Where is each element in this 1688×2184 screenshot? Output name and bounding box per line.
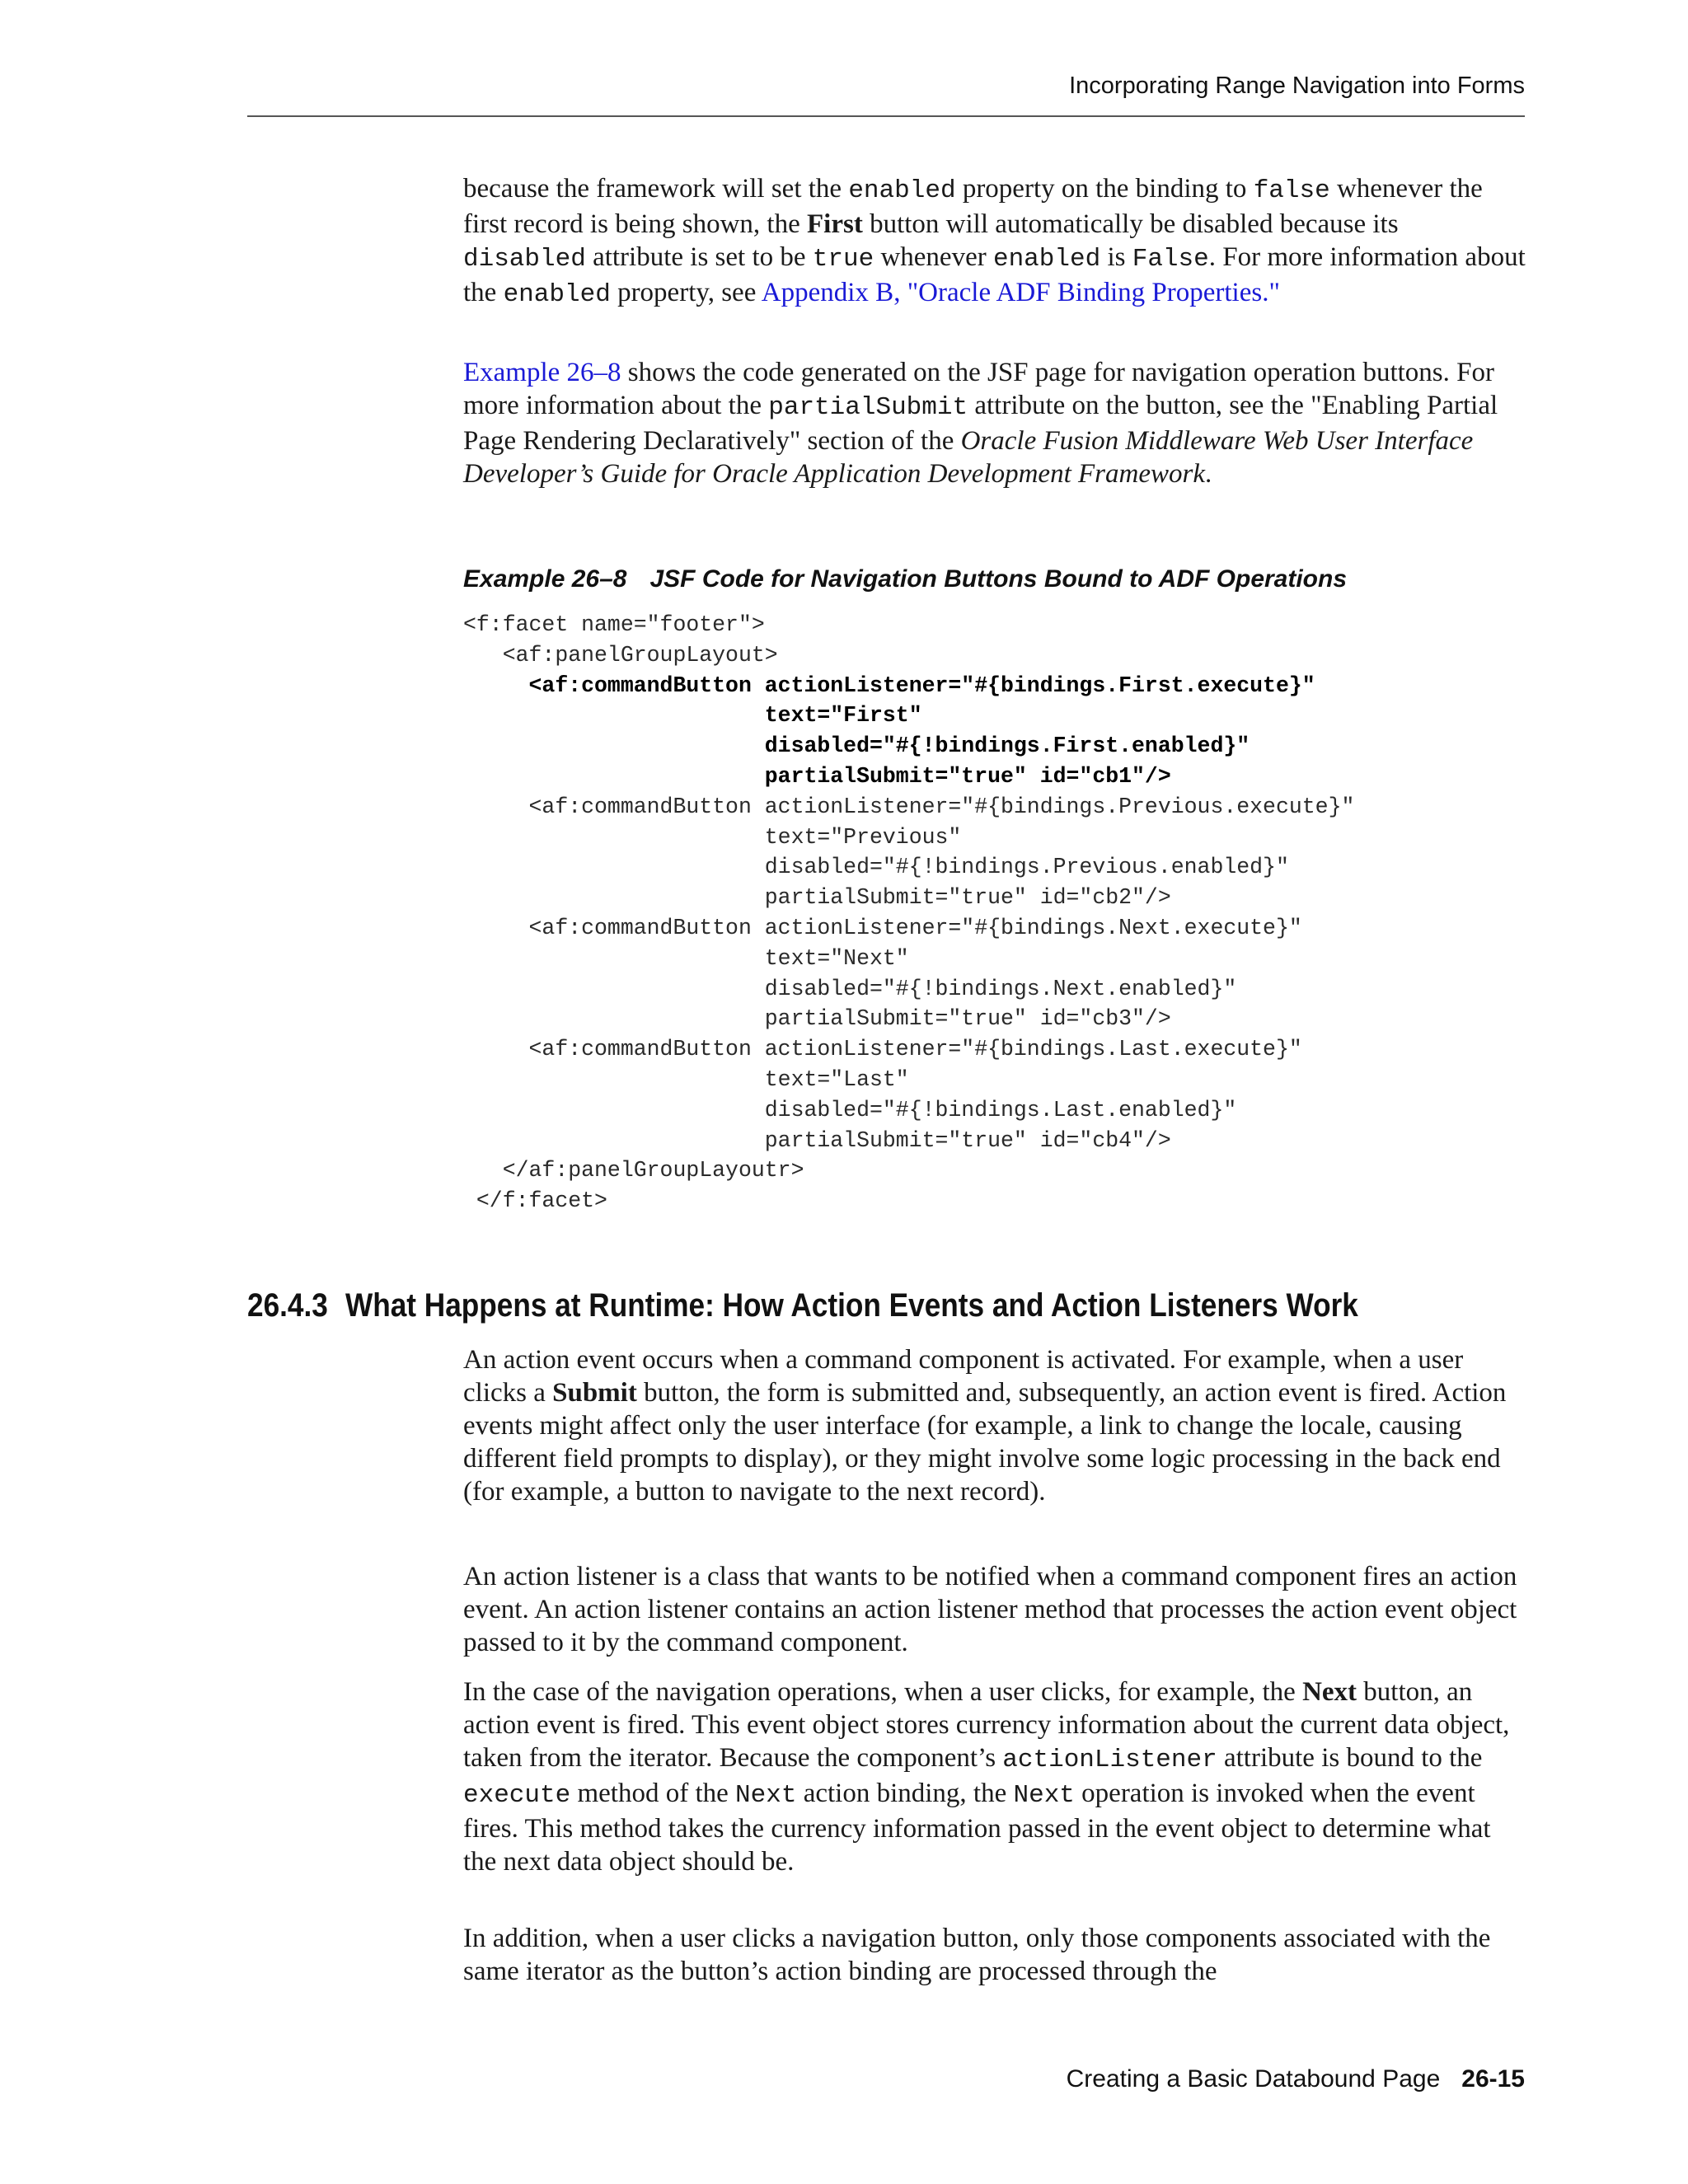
text-run: method of the — [570, 1779, 736, 1808]
section-number: 26.4.3 — [247, 1287, 328, 1324]
running-footer — [247, 2065, 1525, 2093]
footer-chapter-title: Creating a Basic Databound Page — [1066, 2065, 1441, 2093]
ui-term-submit: Submit — [552, 1378, 637, 1408]
intro-paragraph-1 — [463, 172, 1526, 312]
header-rule — [247, 115, 1525, 117]
section-heading — [247, 1287, 1358, 1324]
section-paragraph-1 — [463, 1343, 1526, 1508]
text-run: whenever the first record is being shown, the — [463, 174, 1483, 239]
section-title: What Happens at Runtime: How Action Events and Action Listeners Work — [345, 1287, 1358, 1324]
code-term: execute — [463, 1781, 571, 1810]
code-line: disabled="#{!bindings.Last.enabled}" — [463, 1097, 1237, 1122]
code-line: </af:panelGroupLayoutr> — [463, 1158, 804, 1183]
text-run: attribute on the button, see the "Enabling Partial Page Rendering Declaratively" section of the — [463, 391, 1498, 456]
section-paragraph-4: In addition, when a user clicks a navigation button, only those components associated with the same iterator as the button’s action binding are processed through the — [463, 1924, 1491, 1986]
text-run: whenever — [874, 242, 993, 272]
code-line: disabled="#{!bindings.Previous.enabled}" — [463, 855, 1289, 880]
text-run: property, see — [610, 278, 762, 307]
code-line: </f:facet> — [463, 1188, 607, 1214]
code-term: true — [812, 245, 874, 274]
code-line: text="Last" — [463, 1066, 909, 1092]
text-run: attribute is bound to the — [1217, 1743, 1483, 1773]
book-title: Oracle Fusion Middleware Web User Interface Developer’s Guide for Oracle Application Development Framework — [463, 426, 1474, 489]
text-run: An action event occurs when a command component is activated. For example, when a user clicks a — [463, 1345, 1464, 1408]
intro-paragraph-2 — [463, 356, 1526, 490]
code-line: <af:commandButton actionListener="#{bindings.Previous.execute}" — [463, 794, 1355, 819]
text-run: . For more information about the — [463, 242, 1526, 307]
code-term: enabled — [992, 245, 1101, 274]
code-block — [463, 610, 1354, 1216]
code-line: <af:commandButton actionListener="#{bindings.Last.execute}" — [463, 1037, 1302, 1062]
text-run: action binding, the — [796, 1779, 1014, 1808]
code-term: disabled — [463, 245, 586, 274]
code-term: partialSubmit — [768, 393, 968, 422]
code-term: enabled — [848, 176, 956, 205]
text-run: operation is invoked when the event fires. This method takes the currency information passed in the event object to determine what the next data object should be. — [463, 1779, 1491, 1877]
running-header: Incorporating Range Navigation into Forms — [1069, 73, 1525, 99]
code-term: enabled — [503, 280, 611, 309]
code-line: text="Next" — [463, 945, 909, 971]
text-run: because the framework will set the — [463, 174, 849, 204]
code-line: text="First" — [463, 703, 922, 729]
example-label: Example 26–8 — [463, 565, 627, 593]
code-term: actionListener — [1002, 1746, 1217, 1774]
ui-term-first: First — [807, 209, 863, 239]
code-line: disabled="#{!bindings.First.enabled}" — [463, 733, 1250, 759]
section-paragraph-2: An action listener is a class that wants to be notified when a command component fires an action event. An action listener contains an action listener method that processes the action event object passed to it by the command component. — [463, 1562, 1517, 1657]
code-term: Next — [735, 1781, 797, 1810]
code-line: <af:panelGroupLayout> — [463, 642, 778, 668]
text-run: . — [1204, 459, 1212, 489]
text-run: button, an action event is fired. This event object stores currency information about the current data object, taken from the iterator. Because the component’s — [463, 1677, 1510, 1773]
code-term: false — [1253, 176, 1330, 205]
code-term: Next — [1013, 1781, 1075, 1810]
example-title — [463, 565, 1347, 593]
code-line: partialSubmit="true" id="cb2"/> — [463, 885, 1171, 911]
section-paragraph-3 — [463, 1675, 1526, 1878]
code-line: partialSubmit="true" id="cb3"/> — [463, 1006, 1171, 1032]
ui-term-next: Next — [1302, 1677, 1357, 1707]
code-term: False — [1132, 245, 1209, 274]
text-run: In the case of the navigation operations, when a user clicks, for example, the — [463, 1677, 1303, 1707]
code-line: <af:commandButton actionListener="#{bindings.Next.execute}" — [463, 915, 1302, 940]
code-line: <af:commandButton actionListener="#{bindings.First.execute}" — [463, 673, 1315, 698]
text-run: button will automatically be disabled because its — [862, 209, 1399, 239]
example-26-8-link[interactable]: Example 26–8 — [463, 358, 621, 387]
code-line: <f:facet name="footer"> — [463, 612, 765, 637]
page-number: 26-15 — [1461, 2065, 1525, 2093]
code-line: partialSubmit="true" id="cb4"/> — [463, 1127, 1171, 1153]
code-line: text="Previous" — [463, 824, 962, 850]
code-line: partialSubmit="true" id="cb1"/> — [463, 763, 1171, 789]
code-line: disabled="#{!bindings.Next.enabled}" — [463, 976, 1237, 1001]
example-caption: JSF Code for Navigation Buttons Bound to ADF Operations — [649, 565, 1348, 593]
appendix-b-link[interactable]: Appendix B, "Oracle ADF Binding Properties." — [761, 278, 1280, 307]
text-run: property on the binding to — [955, 174, 1254, 204]
text-run: button, the form is submitted and, subsequently, an action event is fired. Action events might affect only the user interface (for example, a link to change the locale, causing different field prompts to display), or they might involve some logic processing in the back end (for example, a button to navigate to the next record). — [463, 1378, 1507, 1507]
text-run: attribute is set to be — [585, 242, 813, 272]
text-run: is — [1100, 242, 1132, 272]
text-run: shows the code generated on the JSF page for navigation operation buttons. For more information about the — [463, 358, 1494, 420]
